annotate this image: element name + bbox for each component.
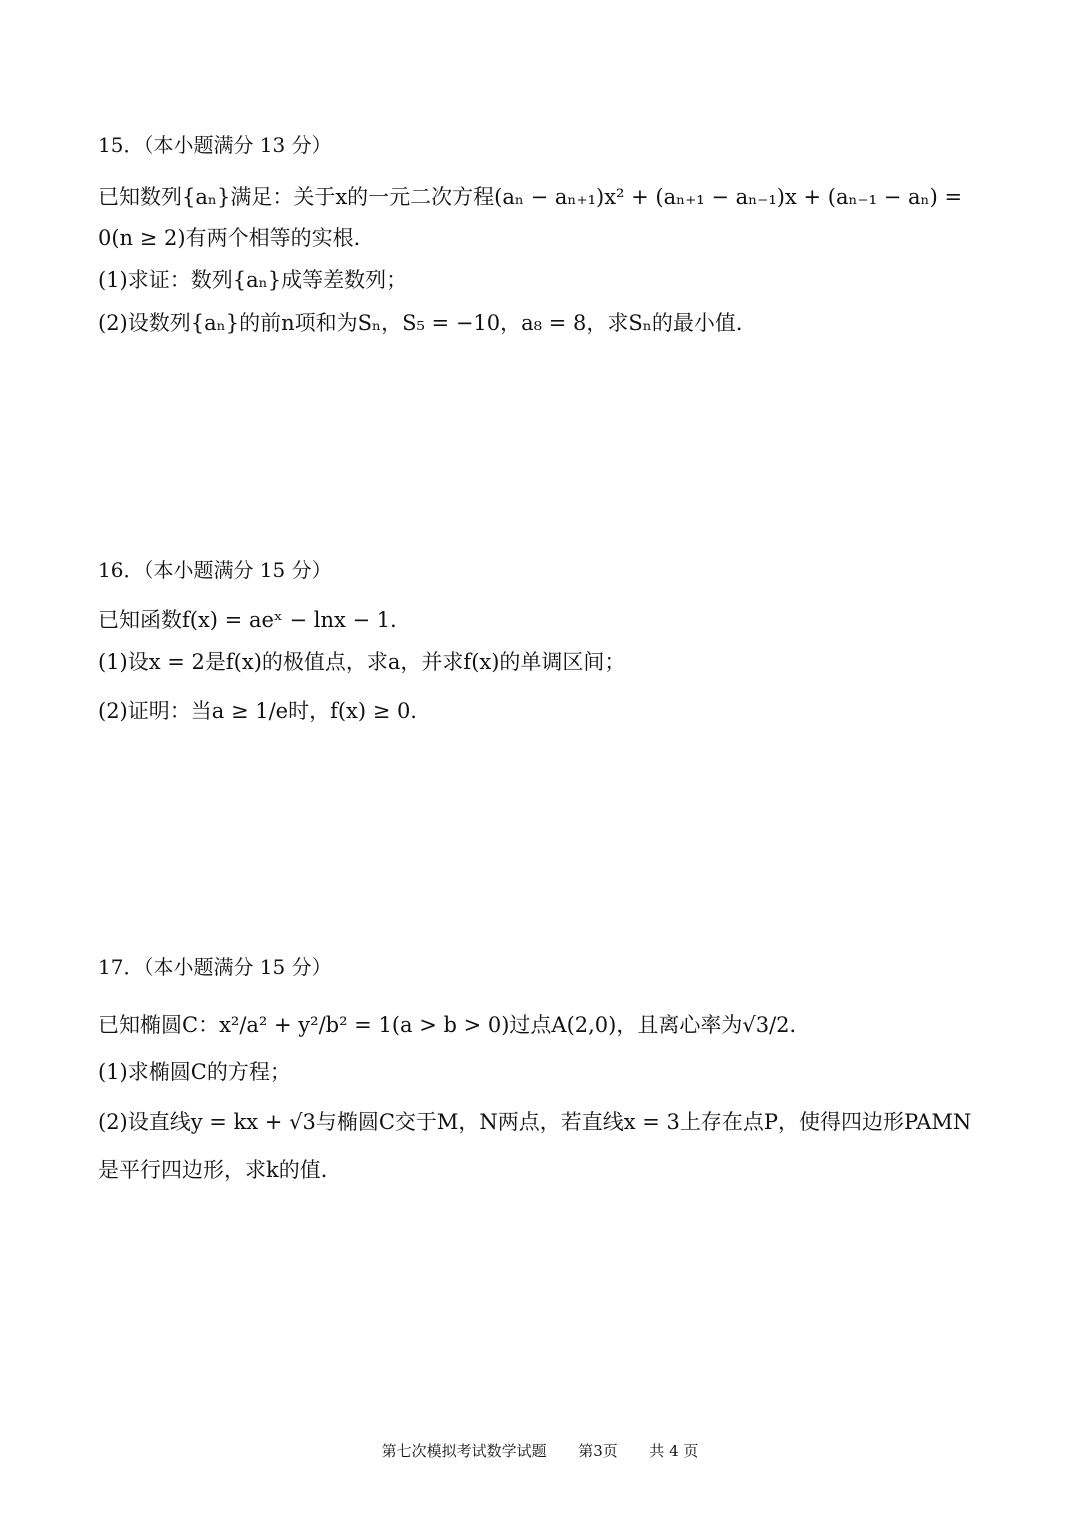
page-footer [0,1440,1080,1462]
problem-16-part-1: (1)设x = 2是f(x)的极值点，求a，并求f(x)的单调区间； [98,650,626,674]
problem-17-header: 17．（本小题满分 15 分） [98,955,332,979]
problem-16-header: 16．（本小题满分 15 分） [98,558,332,582]
problem-17-part-1: (1)求椭圆C的方程； [98,1060,291,1084]
problem-15-stem-line-2: 0(n ≥ 2)有两个相等的实根． [98,226,375,250]
problem-16-part-2: (2)证明：当a ≥ 1/e时，f(x) ≥ 0． [98,699,432,723]
problem-15-part-1: (1)求证：数列{aₙ}成等差数列； [98,268,408,292]
problem-15-part-2: (2)设数列{aₙ}的前n项和为Sₙ，S₅ = −10，a₈ = 8，求Sₙ的最小值． [98,311,757,335]
footer-page-number: 第3页 [578,1442,618,1460]
problem-17-stem: 已知椭圆C：x²/a² + y²/b² = 1(a > b > 0)过点A(2,0)，且离心率为√3/2． [98,1013,811,1037]
problem-17-part-2-line-2: 是平行四边形，求k的值． [98,1158,342,1182]
footer-exam-title: 第七次模拟考试数学试题 [381,1442,547,1460]
problem-15-header: 15．（本小题满分 13 分） [98,133,332,157]
problem-15-stem-line-1: 已知数列{aₙ}满足：关于x的一元二次方程(aₙ − aₙ₊₁)x² + (aₙ₊₁ − aₙ₋₁)x + (aₙ₋₁ − aₙ) = [98,185,963,209]
problem-16-stem: 已知函数f(x) = aeˣ − lnx − 1． [98,608,412,632]
problem-17-part-2-line-1: (2)设直线y = kx + √3与椭圆C交于M，N两点，若直线x = 3上存在点P，使得四边形PAMN [98,1110,972,1134]
footer-page-total: 共 4 页 [649,1442,699,1460]
